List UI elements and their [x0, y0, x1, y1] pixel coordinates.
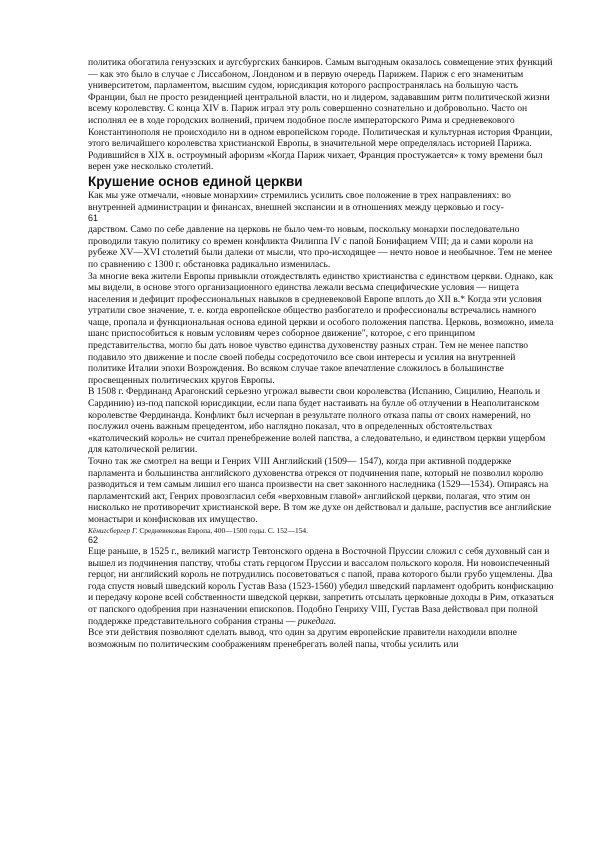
page-number-62: 62 [88, 535, 99, 546]
paragraph-ferdinand: В 1508 г. Фердинанд Арагонский серьезно угрожал вывести свои королевства (Испанию, Сицилию, Неаполь и Сардинию) из-под папской юрисдикции, если папа будет настаивать на булле об отлучении в Неаполитанском королевстве Фердинанда. Конфликт был исчерпан в результате полного отказа папы от своих намерений, но послужил очень важным прецедентом, ибо наглядно показал, что в определенных обстоятельствах «католический король» не считал пренебрежение волей папства, а следовательно, и единством церкви ущербом для католической религии. [88, 386, 546, 456]
paragraph-pressure-on-church: дарством. Само по себе давление на церковь не было чем-то новым, поскольку монархи последовательно проводили такую политику со времен конфликта Филиппа IV с папой Бонифацием VIII; да и сами короли на рубеже XV—XVI столетий были далеки от мысли, что про-исходящее — нечто новое и необычное. Тем не менее по сравнению с 1300 г. обстановка радикально изменилась. [88, 224, 553, 270]
paragraph-teutonic-text: Еще раньше, в 1525 г., великий магистр Тевтонского ордена в Восточной Пруссии сложил с себя духовный сан и вышел из подчинения папству, чтобы стать герцогом Пруссии и вассалом польского короля. Ни новоиспеченный герцог, ни английский король не потрудились посоветоваться с папой, права которого были грубо ущемлены. Два года спустя новый шведский король Густав Ваза (1523-1560) убедил шведский парламент одобрить конфискацию и передачу короне всей собственности шведской церкви, запретить отсылать церковные доходы в Рим, отказаться от папского одобрения при назначении епископов. Подобно Генриху VIII, Густав Ваза действовал при полной поддержке представительного собрания страны — [88, 546, 554, 627]
document-page [88, 57, 554, 650]
riksdag-word: рикедага. [297, 615, 337, 627]
paragraph-teutonic-order [88, 546, 554, 627]
paragraph-henry-viii: Точно так же смотрел на вещи и Генрих VIII Английский (1509— 1547), когда при активной поддержке парламента и большинства английского духовенства отрекся от подчинения папе, который не позволил королю разводиться и тем самым лишил его шанса произвести на свет законного наследника (1529—1534). Опираясь на парламентский акт, Генрих провозгласил себя «верховным главой» английской церкви, полагая, что этим он нисколько не противоречит христианской вере. В том же духе он действовал и дальше, распустив все английские монастыри и конфисковав их имущество. [88, 456, 552, 525]
footnote-reference: Средневековая Европа, 400—1500 годы. С. 152—154. [137, 525, 308, 535]
paragraph-conclusion: Все эти действия позволяют сделать вывод, что один за другим европейские правители находили вполне возможным по политическим соображениям пренебрегать волей папы, чтобы усилить или [88, 627, 517, 650]
footnote-author: Кёнигсбергер Г. [88, 525, 138, 535]
footnote [88, 526, 554, 536]
section-heading: Крушение основ единой церкви [88, 173, 303, 189]
paragraph-new-monarchies: Как мы уже отмечали, «новые монархии» стремились усилить свое положение в трех направлениях: во внутренней администрации и финансах, внешней экспансии и в отношениях между церковью и госу- [88, 189, 511, 213]
paragraph-church-unity: За многие века жители Европы привыкли отождествлять единство христианства с единством церкви. Однако, как мы видели, в основе этого организационного единства лежали весьма специфические условия — нищета населения и дефицит профессиональных навыков в средневековой Европе вплоть до XII в.* Когда эти условия утратили свое значение, т. е. когда европейское общество разбогатело и профессионалы встречались намного чаще, пропала и функциональная основа единой церкви и особого положения папства. Церковь, возможно, имела шанс приспособиться к новым условиям через соборное движение", которое, с его принципом представительства, могло бы дать новое чувство единства духовенству разных стран. Тем не менее папство подавило это движение и после своей победы сосредоточило все свои интересы и усилия на внутренней политике Италии эпохи Возрождения. Во всяком случае такое впечатление сложилось в большинстве просвещенных политических кругов Европы. [88, 270, 554, 386]
page-number-61: 61 [88, 213, 99, 224]
paragraph-paris: политика обогатила генуэзских и аугсбургских банкиров. Самым выгодным оказалось совмещение этих функций — как это было в случае с Лиссабоном, Лондоном и в первую очередь Парижем. Париж с его знаменитым университетом, парламентом, высшим судом, юрисдикция которого распространялась на большую часть Франции, был не просто резиденцией центральной власти, но и лидером, задававшим ритм политической жизни всему королевству. С конца XIV в. Париж играл эту роль совершенно сознательно и добровольно. Часто он исполнял ее в ходе городских волнений, причем подобное после императорского Рима и средневекового Константинополя не происходило ни в одном европейском городе. Политическая и культурная история Франции, этого величайшего королевства христианской Европы, в значительной мере определялась историей Парижа. Родившийся в XIX в. остроумный афоризм «Когда Париж чихает, Франция простужается» к тому времени был верен уже несколько столетий. [88, 57, 553, 173]
